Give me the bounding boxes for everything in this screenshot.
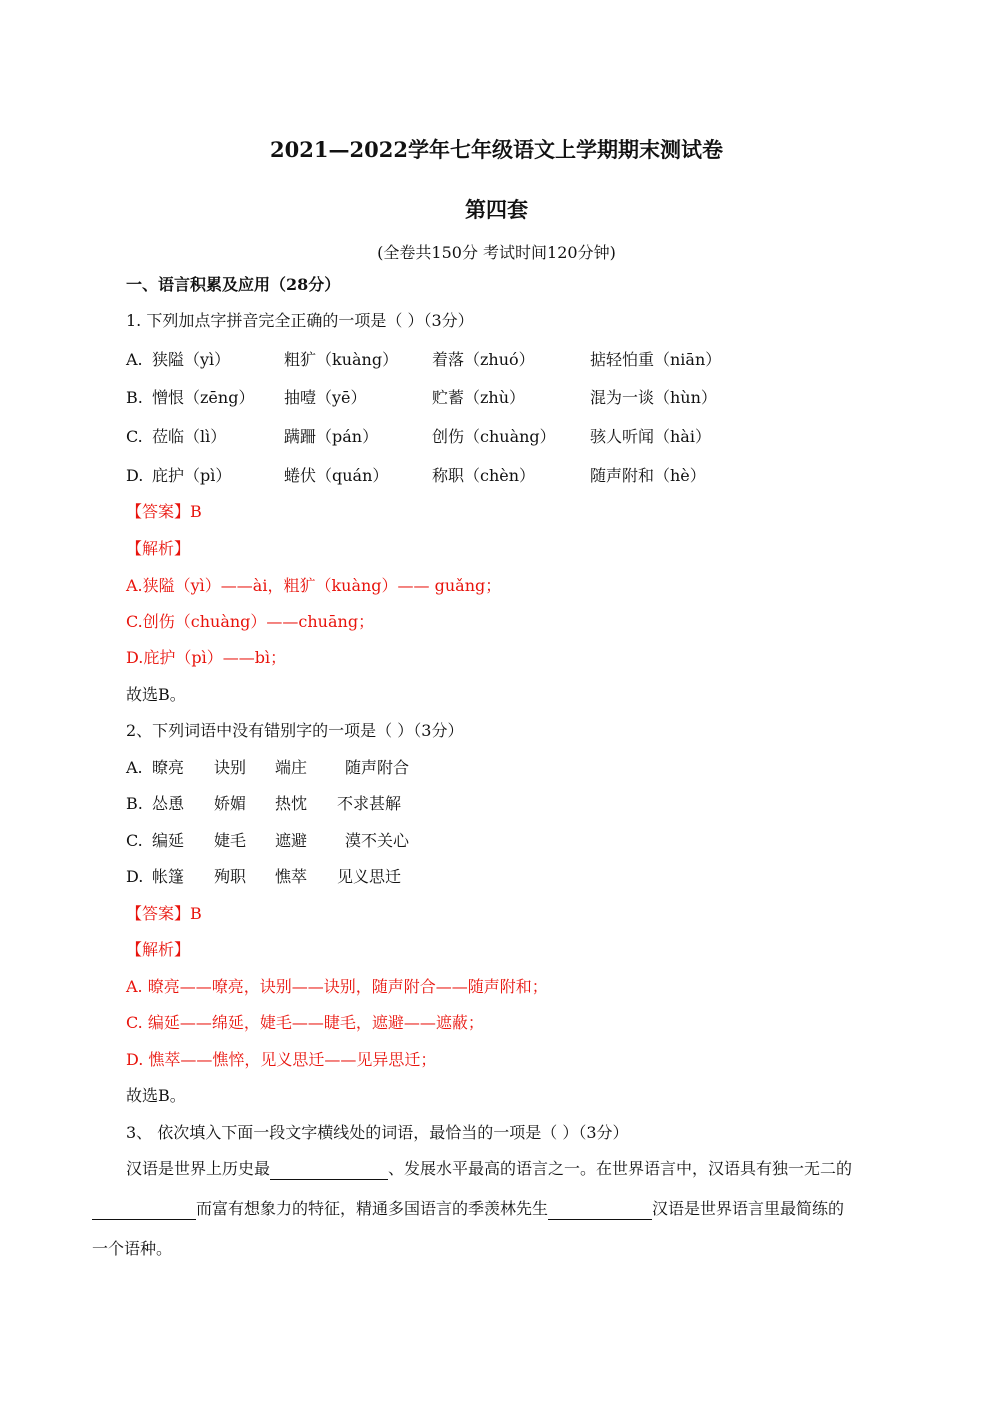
q2-conclusion: 故选B。 (126, 1086, 186, 1105)
option-item: 憔萃 (275, 867, 308, 886)
option-item: 蹒跚（pán） (284, 427, 379, 446)
option-item: 混为一谈（hùn） (590, 388, 717, 407)
option-item: 帐篷 (152, 867, 185, 886)
q3-passage-line-2 (92, 1198, 844, 1220)
option-letter: A. (126, 758, 143, 777)
option-letter: C. (126, 427, 143, 446)
blank-3[interactable] (548, 1201, 652, 1220)
option-item: 粗犷（kuàng） (284, 350, 399, 369)
q1-analysis-line: C.创伤（chuàng）——chuāng； (126, 612, 375, 631)
option-item: 憎恨（zēng） (152, 388, 255, 407)
option-item: 编延 (152, 831, 185, 850)
option-letter: D. (126, 466, 144, 485)
q1-analysis-line: D.庇护（pì）——bì； (126, 648, 287, 667)
option-letter: C. (126, 831, 143, 850)
q1-answer: 【答案】B (126, 502, 202, 521)
option-letter: B. (126, 794, 143, 813)
option-item: 娇媚 (214, 794, 247, 813)
option-item: 掂轻怕重（niān） (590, 350, 722, 369)
option-item: 端庄 (275, 758, 308, 777)
option-item: 诀别 (214, 758, 247, 777)
option-item: 称职（chèn） (432, 466, 536, 485)
option-item: 庇护（pì） (152, 466, 232, 485)
option-item: 蜷伏（quán） (284, 466, 389, 485)
option-item: 贮蓄（zhù） (432, 388, 526, 407)
option-item: 狭隘（yì） (152, 350, 231, 369)
set-title: 第四套 (465, 197, 528, 222)
q1-conclusion: 故选B。 (126, 685, 186, 704)
option-item: 随声附合 (345, 758, 410, 777)
option-item: 殉职 (214, 867, 247, 886)
option-item: 遮避 (275, 831, 308, 850)
option-item: 着落（zhuó） (432, 350, 535, 369)
q3-stem: 3、 依次填入下面一段文字横线处的词语，最恰当的一项是（ ）（3分） (126, 1123, 629, 1142)
option-item: 暸亮 (152, 758, 185, 777)
option-letter: D. (126, 867, 144, 886)
q1-analysis-line: A.狭隘（yì）——ài，粗犷（kuàng）—— guǎng； (126, 576, 502, 595)
q3-passage-line-3: 一个语种。 (92, 1239, 173, 1258)
q2-answer: 【答案】B (126, 904, 202, 923)
passage-text: 、发展水平最高的语言之一。在世界语言中，汉语具有独一无二的 (388, 1159, 853, 1178)
blank-2[interactable] (92, 1201, 196, 1220)
q2-analysis-line: C. 编延——绵延，婕毛——睫毛，遮避——遮蔽； (126, 1013, 484, 1032)
q2-stem: 2、下列词语中没有错别字的一项是（ ）（3分） (126, 721, 464, 740)
option-letter: B. (126, 388, 143, 407)
q2-analysis-label: 【解析】 (126, 940, 191, 959)
q2-analysis-line: D. 憔萃——憔悴，见义思迁——见异思迁； (126, 1050, 437, 1069)
document-title: 2021—2022学年七年级语文上学期期末测试卷 (270, 137, 723, 162)
option-item: 热忱 (275, 794, 308, 813)
passage-text: 而富有想象力的特征，精通多国语言的季羡林先生 (196, 1199, 549, 1218)
option-item: 创伤（chuàng） (432, 427, 556, 446)
q1-stem: 1. 下列加点字拼音完全正确的一项是（ ）（3分） (126, 311, 474, 330)
option-item: 骇人听闻（hài） (590, 427, 711, 446)
q2-analysis-line: A. 暸亮——嘹亮，诀别——诀别，随声附合——随声附和； (126, 977, 548, 996)
passage-text: 汉语是世界上历史最 (126, 1159, 271, 1178)
option-item: 不求甚解 (337, 794, 402, 813)
option-item: 抽噎（yē） (284, 388, 367, 407)
option-item: 随声附和（hè） (590, 466, 706, 485)
option-letter: A. (126, 350, 143, 369)
option-item: 漠不关心 (345, 831, 410, 850)
q1-analysis-label: 【解析】 (126, 539, 191, 558)
option-item: 怂恿 (152, 794, 185, 813)
option-item: 见义思迁 (337, 867, 402, 886)
section-heading: 一、语言积累及应用（28分） (126, 275, 341, 294)
option-item: 莅临（lì） (152, 427, 227, 446)
q3-passage-line-1 (126, 1158, 852, 1180)
exam-info: (全卷共150分 考试时间120分钟) (377, 243, 616, 262)
passage-text: 汉语是世界语言里最简练的 (652, 1199, 845, 1218)
option-item: 婕毛 (214, 831, 247, 850)
blank-1[interactable] (270, 1161, 388, 1180)
